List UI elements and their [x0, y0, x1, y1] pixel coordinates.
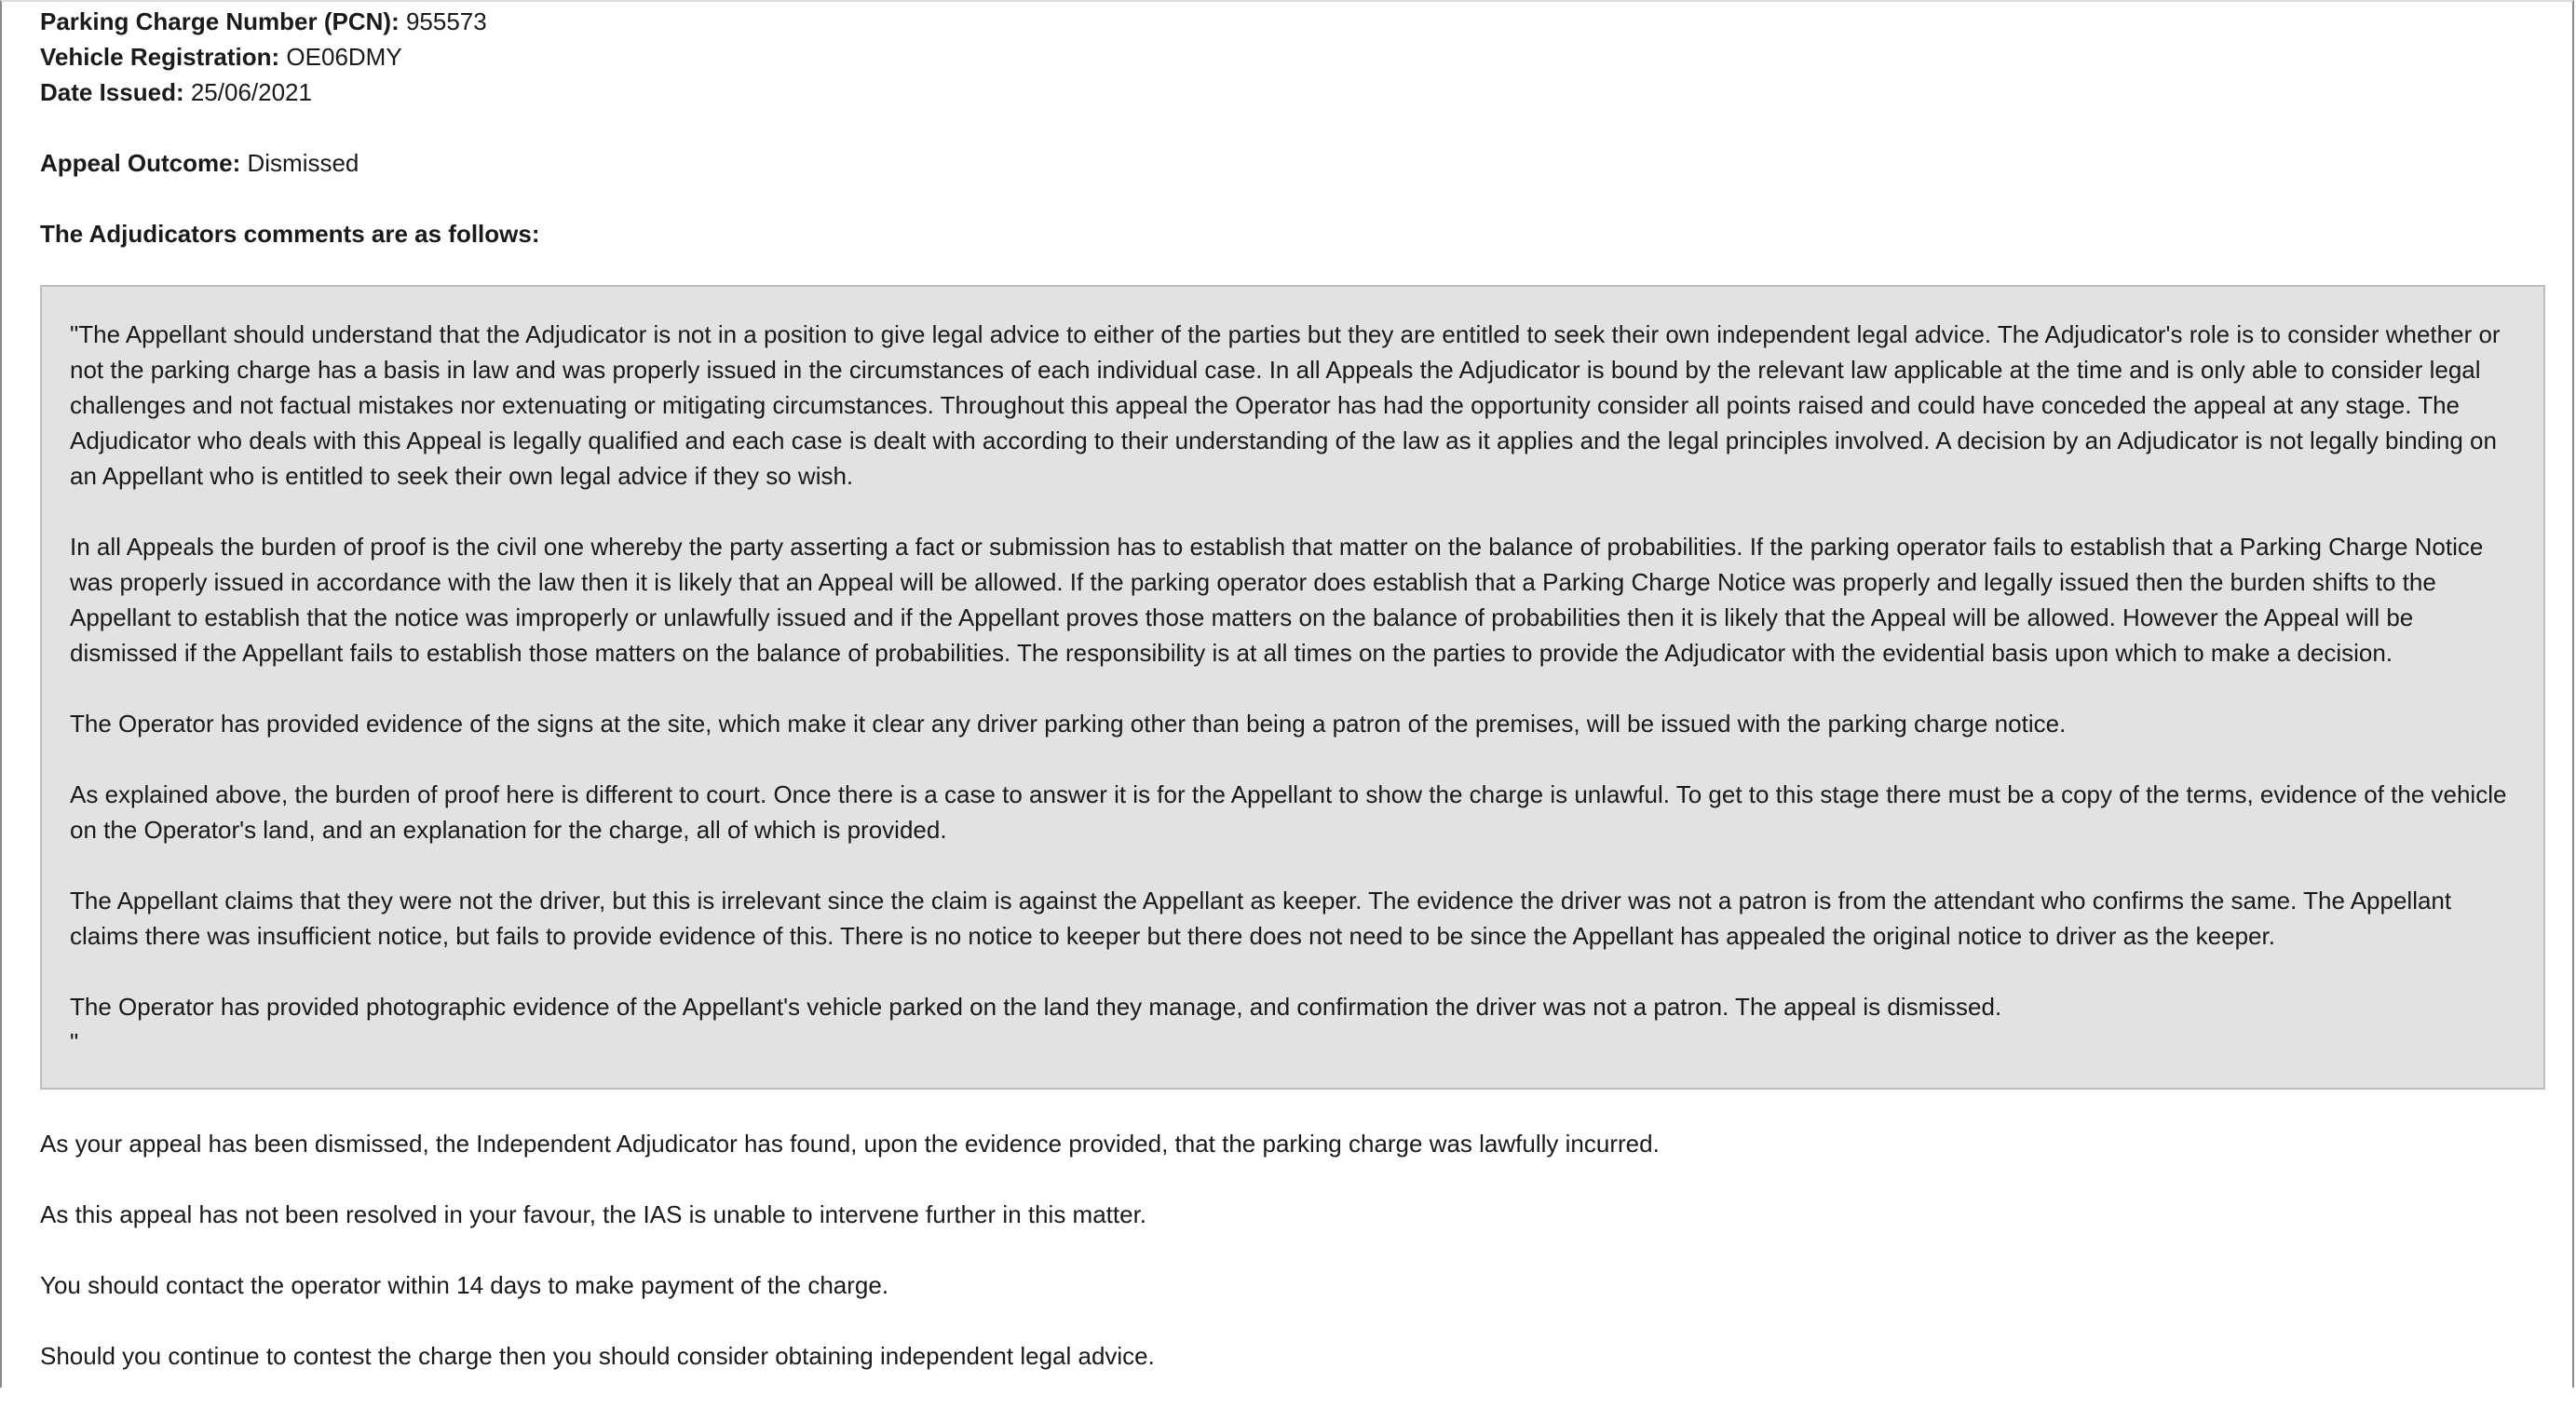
date-issued-line	[40, 75, 2545, 110]
comment-paragraph-text: The Operator has provided photographic evidence of the Appellant's vehicle parked on the land they manage, and confirmation the driver was not a patron. The appeal is dismissed.	[70, 993, 2002, 1021]
outcome-note: As this appeal has not been resolved in your favour, the IAS is unable to intervene further in this matter.	[40, 1200, 1147, 1228]
outcome-note: Should you continue to contest the charge then you should consider obtaining independent legal advice.	[40, 1342, 1155, 1370]
comments-heading: The Adjudicators comments are as follows:	[40, 220, 540, 248]
appeal-outcome-line	[40, 145, 2545, 181]
comment-paragraph: The Appellant claims that they were not the driver, but this is irrelevant since the claim is against the Appellant as keeper. The evidence the driver was not a patron is from the attendant who confirms the same. The Appellant claims there was insufficient notice, but fails to provide evidence of this. There is no notice to keeper but there does not need to be since the Appellant has appealed the original notice to driver as the keeper.	[70, 887, 2452, 950]
date-issued-value: 25/06/2021	[190, 78, 312, 106]
closing-quote: "	[70, 1028, 79, 1056]
outcome-note: You should contact the operator within 14 days to make payment of the charge.	[40, 1271, 889, 1299]
spacer	[40, 181, 2545, 216]
appeal-outcome-value: Dismissed	[247, 149, 359, 177]
spacer	[40, 110, 2545, 145]
comment-paragraph: "The Appellant should understand that the Adjudicator is not in a position to give legal advice to either of the parties but they are entitled to seek their own independent legal advice. The Adjudicator's role is to consider whether or not the parking charge has a basis in law and was properly issued in the circumstances of each individual case. In all Appeals the Adjudicator is bound by the relevant law applicable at the time and is only able to consider legal challenges and not factual mistakes nor extenuating or mitigating circumstances. Throughout this appeal the Operator has had the opportunity consider all points raised and could have conceded the appeal at any stage. The Adjudicator who deals with this Appeal is legally qualified and each case is dealt with according to their understanding of the law as it applies and the legal principles involved. A decision by an Adjudicator is not legally binding on an Appellant who is entitled to seek their own legal advice if they so wish.	[70, 320, 2501, 490]
adjudicator-comments-box	[40, 285, 2545, 1090]
pcn-label: Parking Charge Number (PCN):	[40, 7, 400, 35]
document-content	[40, 4, 2545, 1370]
vehicle-registration-value: OE06DMY	[286, 43, 402, 71]
appeal-outcome-label: Appeal Outcome:	[40, 149, 241, 177]
pcn-value: 955573	[405, 7, 487, 35]
vehicle-registration-line	[40, 39, 2545, 75]
comment-paragraph	[70, 989, 2514, 1060]
comment-paragraph: In all Appeals the burden of proof is the civil one whereby the party asserting a fact or submission has to establish that matter on the balance of probabilities. If the parking operator fails to establish that a Parking Charge Notice was properly issued in accordance with the law then it is likely that an Appeal will be allowed. If the parking operator does establish that a Parking Charge Notice was properly and legally issued then the burden shifts to the Appellant to establish that the notice was improperly or unlawfully issued and if the Appellant proves those matters on the balance of probabilities then it is likely that the Appeal will be allowed. However the Appeal will be dismissed if the Appellant fails to establish those matters on the balance of probabilities. The responsibility is at all times on the parties to provide the Adjudicator with the evidential basis upon which to make a decision.	[70, 533, 2484, 667]
vehicle-registration-label: Vehicle Registration:	[40, 43, 280, 71]
comment-paragraph: As explained above, the burden of proof here is different to court. Once there is a case to answer it is for the Appellant to show the charge is unlawful. To get to this stage there must be a copy of the terms, evidence of the vehicle on the Operator's land, and an explanation for the charge, all of which is provided.	[70, 780, 2507, 844]
outcome-notes	[40, 1126, 2545, 1409]
date-issued-label: Date Issued:	[40, 78, 184, 106]
comment-paragraph: The Operator has provided evidence of the signs at the site, which make it clear any driver parking other than being a patron of the premises, will be issued with the parking charge notice.	[70, 710, 2067, 738]
outcome-note: As your appeal has been dismissed, the Independent Adjudicator has found, upon the evidence provided, that the parking charge was lawfully incurred.	[40, 1130, 1660, 1158]
pcn-line	[40, 4, 2545, 39]
